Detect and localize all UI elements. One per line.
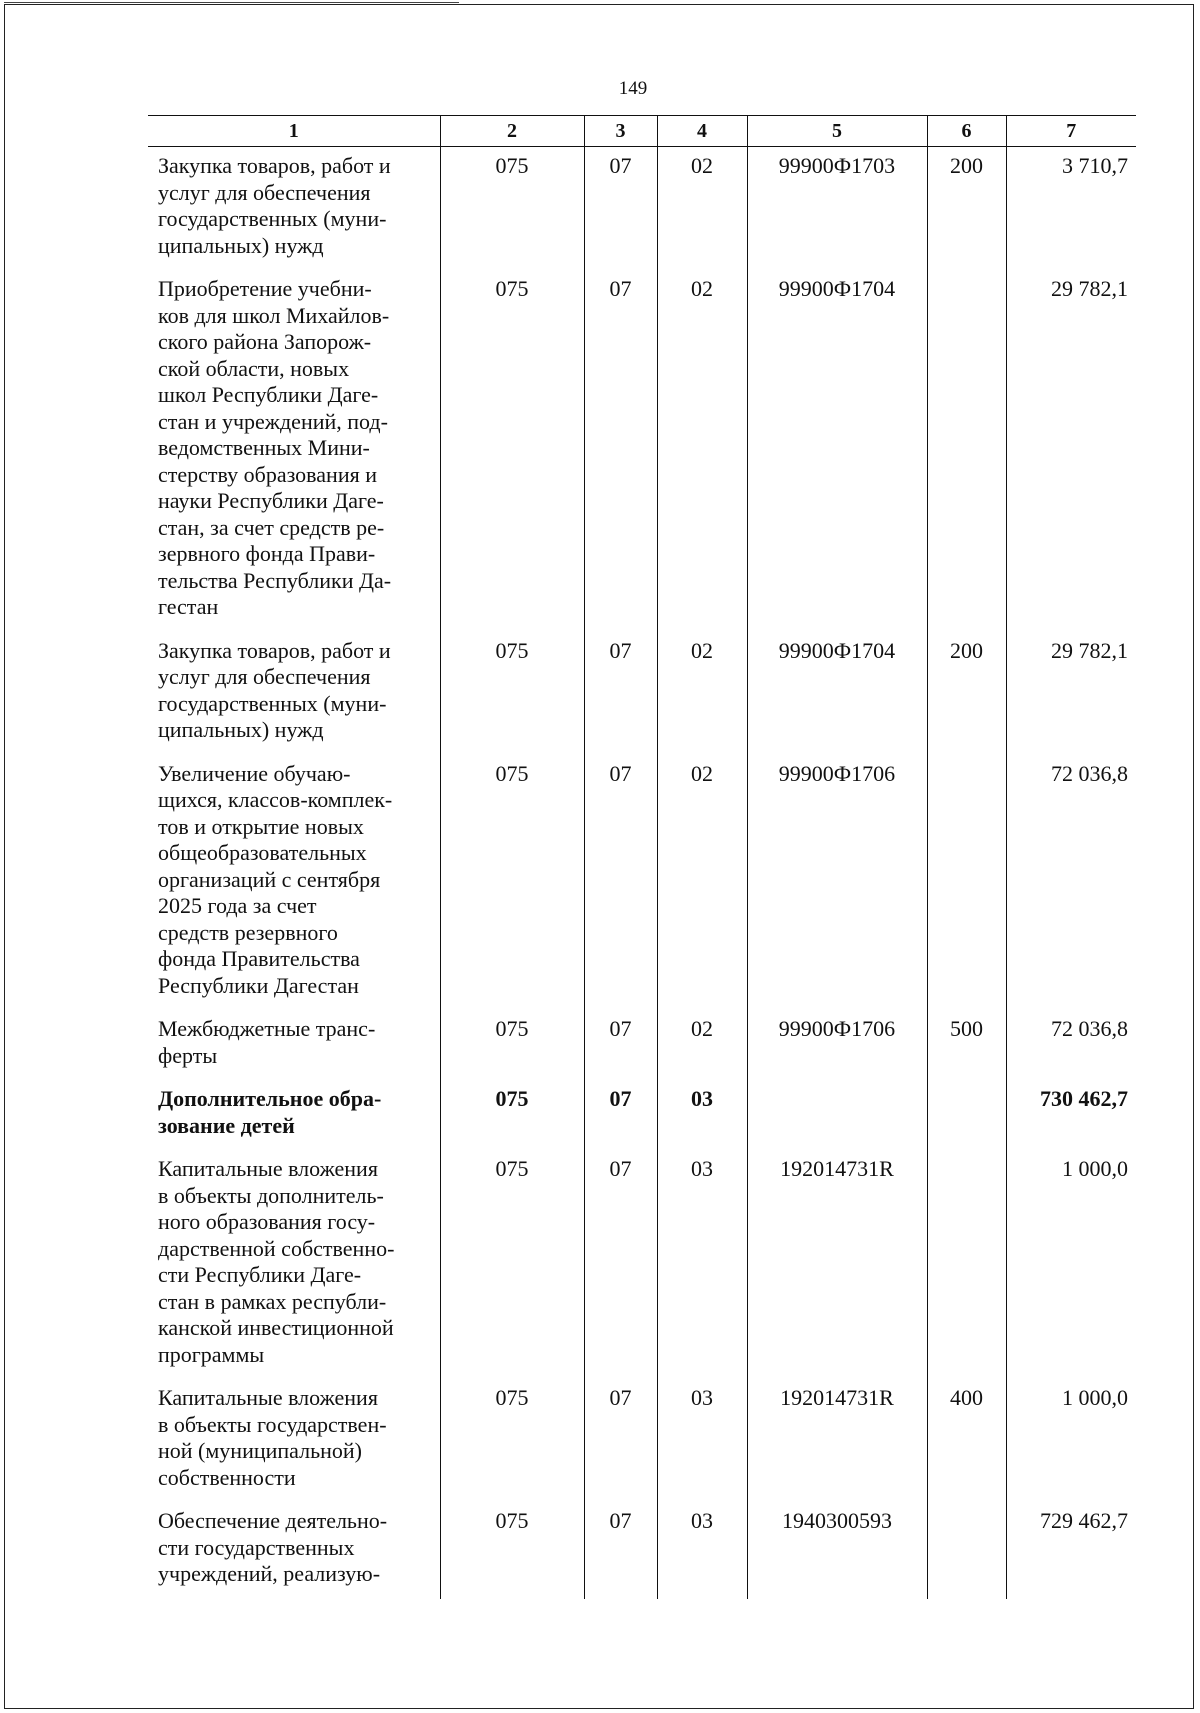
expense-type-cell: 400 [927, 1379, 1006, 1502]
column-header: 3 [584, 116, 657, 147]
subsection-code-cell: 03 [657, 1502, 747, 1599]
table-row [148, 1502, 1136, 1599]
chapter-code-cell: 075 [440, 755, 584, 1011]
table-row [148, 1080, 1136, 1150]
subsection-code-cell: 02 [657, 270, 747, 632]
section-code-cell: 07 [584, 1080, 657, 1150]
subsection-code-cell: 03 [657, 1150, 747, 1379]
expense-type-cell [927, 1502, 1006, 1599]
row-name-cell: Капитальные вложения в объекты государствен- ной (муниципальной) собственности [148, 1379, 440, 1502]
subsection-code-cell: 02 [657, 632, 747, 755]
table-row [148, 1150, 1136, 1379]
target-article-cell: 99900Ф1706 [747, 1010, 927, 1080]
target-article-cell: 1940300593 [747, 1502, 927, 1599]
expense-type-cell [927, 1150, 1006, 1379]
section-code-cell: 07 [584, 270, 657, 632]
chapter-code-cell: 075 [440, 1502, 584, 1599]
expense-type-cell: 200 [927, 147, 1006, 271]
row-name-cell: Дополнительное обра- зование детей [148, 1080, 440, 1150]
chapter-code-cell: 075 [440, 1379, 584, 1502]
column-header: 1 [148, 116, 440, 147]
row-name-cell: Увеличение обучаю- щихся, классов-комплек- тов и открытие новых общеобразовательных организаций с сентября 2025 года за счет средств резервного фонда Правительства Республики Дагестан [148, 755, 440, 1011]
table-header-row [148, 116, 1136, 147]
chapter-code-cell: 075 [440, 1080, 584, 1150]
amount-cell: 730 462,7 [1006, 1080, 1136, 1150]
target-article-cell: 99900Ф1704 [747, 270, 927, 632]
subsection-code-cell: 02 [657, 147, 747, 271]
table-row [148, 1010, 1136, 1080]
expense-type-cell [927, 270, 1006, 632]
table-row [148, 1379, 1136, 1502]
table-row [148, 270, 1136, 632]
column-header: 5 [747, 116, 927, 147]
subsection-code-cell: 02 [657, 755, 747, 1011]
column-header: 7 [1006, 116, 1136, 147]
row-name-cell: Обеспечение деятельно- сти государственных учреждений, реализую- [148, 1502, 440, 1599]
scan-top-rule [4, 2, 459, 3]
subsection-code-cell: 03 [657, 1379, 747, 1502]
column-header: 2 [440, 116, 584, 147]
section-code-cell: 07 [584, 632, 657, 755]
expense-type-cell [927, 1080, 1006, 1150]
table-row [148, 147, 1136, 271]
chapter-code-cell: 075 [440, 1150, 584, 1379]
target-article-cell: 192014731R [747, 1379, 927, 1502]
row-name-cell: Межбюджетные транс- ферты [148, 1010, 440, 1080]
amount-cell: 72 036,8 [1006, 1010, 1136, 1080]
section-code-cell: 07 [584, 755, 657, 1011]
table-body [148, 147, 1136, 1599]
target-article-cell: 99900Ф1704 [747, 632, 927, 755]
budget-table [148, 115, 1136, 1599]
table-row [148, 632, 1136, 755]
target-article-cell [747, 1080, 927, 1150]
row-name-cell: Закупка товаров, работ и услуг для обеспечения государственных (муни- ципальных) нужд [148, 147, 440, 271]
section-code-cell: 07 [584, 147, 657, 271]
subsection-code-cell: 03 [657, 1080, 747, 1150]
section-code-cell: 07 [584, 1010, 657, 1080]
page-number: 149 [618, 78, 648, 99]
row-name-cell: Приобретение учебни- ков для школ Михайлов- ского района Запорож- ской области, новых школ Республики Даге- стан и учреждений, под- ведомственных Мини- стерству образования и науки Республики Даге- стан, за счет средств ре- зервного фонда Прави- тельства Республики Да- гестан [148, 270, 440, 632]
target-article-cell: 99900Ф1706 [747, 755, 927, 1011]
section-code-cell: 07 [584, 1379, 657, 1502]
section-code-cell: 07 [584, 1502, 657, 1599]
amount-cell: 72 036,8 [1006, 755, 1136, 1011]
target-article-cell: 192014731R [747, 1150, 927, 1379]
chapter-code-cell: 075 [440, 632, 584, 755]
column-header: 4 [657, 116, 747, 147]
amount-cell: 1 000,0 [1006, 1379, 1136, 1502]
amount-cell: 29 782,1 [1006, 270, 1136, 632]
amount-cell: 3 710,7 [1006, 147, 1136, 271]
expense-type-cell: 500 [927, 1010, 1006, 1080]
column-header: 6 [927, 116, 1006, 147]
table-row [148, 755, 1136, 1011]
target-article-cell: 99900Ф1703 [747, 147, 927, 271]
amount-cell: 1 000,0 [1006, 1150, 1136, 1379]
expense-type-cell [927, 755, 1006, 1011]
expense-type-cell: 200 [927, 632, 1006, 755]
subsection-code-cell: 02 [657, 1010, 747, 1080]
amount-cell: 729 462,7 [1006, 1502, 1136, 1599]
chapter-code-cell: 075 [440, 147, 584, 271]
chapter-code-cell: 075 [440, 1010, 584, 1080]
section-code-cell: 07 [584, 1150, 657, 1379]
chapter-code-cell: 075 [440, 270, 584, 632]
amount-cell: 29 782,1 [1006, 632, 1136, 755]
row-name-cell: Закупка товаров, работ и услуг для обеспечения государственных (муни- ципальных) нужд [148, 632, 440, 755]
row-name-cell: Капитальные вложения в объекты дополнитель- ного образования госу- дарственной собственно- сти Республики Даге- стан в рамках республи- канской инвестиционной программы [148, 1150, 440, 1379]
